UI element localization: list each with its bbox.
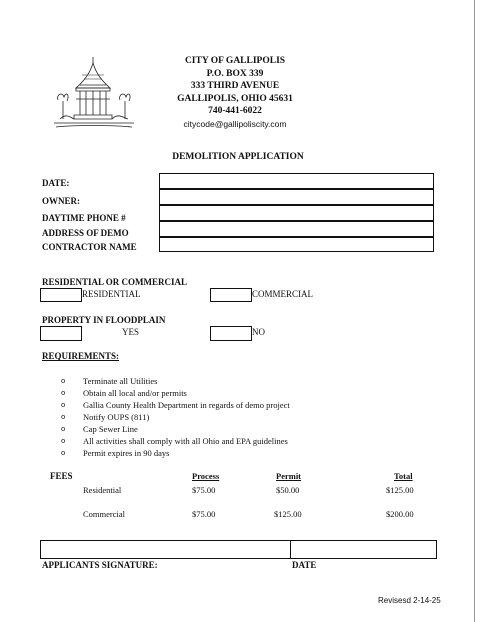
bullet-marker: o <box>61 401 66 409</box>
floodplain-no-label: NO <box>252 327 265 337</box>
requirement-item: Obtain all local and/or permits <box>83 388 187 398</box>
bullet-marker: o <box>61 449 66 457</box>
signature-label: APPLICANTS SIGNATURE: <box>42 560 158 570</box>
phone-field[interactable] <box>159 205 434 221</box>
fees-header-total: Total <box>394 471 413 481</box>
header-line-street: 333 THIRD AVENUE <box>190 81 280 91</box>
signature-date-label: DATE <box>292 560 317 570</box>
requirement-item: All activities shall comply with all Ohio and EPA guidelines <box>83 436 288 446</box>
page-edge-line <box>474 0 475 622</box>
requirement-item: Gallia County Health Department in regards of demo project <box>83 400 290 410</box>
fees-label: FEES <box>50 471 73 481</box>
address-field[interactable] <box>159 221 434 237</box>
floodplain-yes-checkbox[interactable] <box>40 326 82 341</box>
gazebo-logo <box>52 55 136 131</box>
bullet-marker: o <box>61 413 66 421</box>
floodplain-yes-label: YES <box>122 327 140 337</box>
owner-field[interactable] <box>159 189 434 205</box>
floodplain-heading: PROPERTY IN FLOODPLAIN <box>42 315 166 325</box>
fees-row-residential-process: $75.00 <box>192 485 216 495</box>
requirement-item: Terminate all Utilities <box>83 376 158 386</box>
bullet-marker: o <box>61 377 66 385</box>
requirement-item: Notify OUPS (811) <box>83 412 150 422</box>
field-label-owner: OWNER: <box>42 196 80 206</box>
floodplain-no-checkbox[interactable] <box>210 326 252 341</box>
field-label-date: DATE: <box>42 178 70 188</box>
bullet-marker: o <box>61 437 66 445</box>
fees-row-commercial-process: $75.00 <box>192 509 216 519</box>
header-line-citystate: GALLIPOLIS, OHIO 45631 <box>177 93 293 104</box>
field-label-contractor: CONTRACTOR NAME <box>42 242 137 252</box>
residential-label: RESIDENTIAL <box>82 289 141 299</box>
requirement-item: Cap Sewer Line <box>83 424 138 434</box>
residential-checkbox[interactable] <box>40 288 82 302</box>
requirements-heading: REQUIREMENTS: <box>42 351 120 361</box>
requirement-item: Permit expires in 90 days <box>83 448 170 458</box>
header-line-phone: 740-441-6022 <box>208 106 262 116</box>
bullet-marker: o <box>61 425 66 433</box>
fees-row-commercial-permit: $125.00 <box>274 509 302 519</box>
form-title: DEMOLITION APPLICATION <box>172 152 304 162</box>
bullet-marker: o <box>61 389 66 397</box>
header-line-city: CITY OF GALLIPOLIS <box>184 56 286 66</box>
type-heading: RESIDENTIAL OR COMMERCIAL <box>42 277 188 287</box>
fees-row-commercial-name: Commercial <box>83 509 126 519</box>
revision-note: Revisesd 2-14-25 <box>378 596 441 605</box>
field-label-address: ADDRESS OF DEMO <box>42 228 129 238</box>
contractor-field[interactable] <box>159 237 434 252</box>
fees-row-residential-total: $125.00 <box>386 485 414 495</box>
header-email: citycode@gallipoliscity.com <box>183 118 287 129</box>
signature-date-field[interactable] <box>290 540 437 559</box>
header-line-pobox: P.O. BOX 339 <box>206 68 264 79</box>
fees-row-commercial-total: $200.00 <box>386 509 414 519</box>
city-address-block <box>150 55 320 130</box>
commercial-checkbox[interactable] <box>210 288 252 302</box>
signature-field[interactable] <box>40 540 291 559</box>
fees-header-process: Process <box>192 471 220 481</box>
commercial-label: COMMERCIAL <box>252 289 314 299</box>
date-field[interactable] <box>159 173 434 189</box>
field-label-phone: DAYTIME PHONE # <box>42 213 126 223</box>
fees-row-residential-permit: $50.00 <box>276 485 300 495</box>
fees-header-permit: Permit <box>276 471 302 481</box>
fees-row-residential-name: Residential <box>83 485 122 495</box>
